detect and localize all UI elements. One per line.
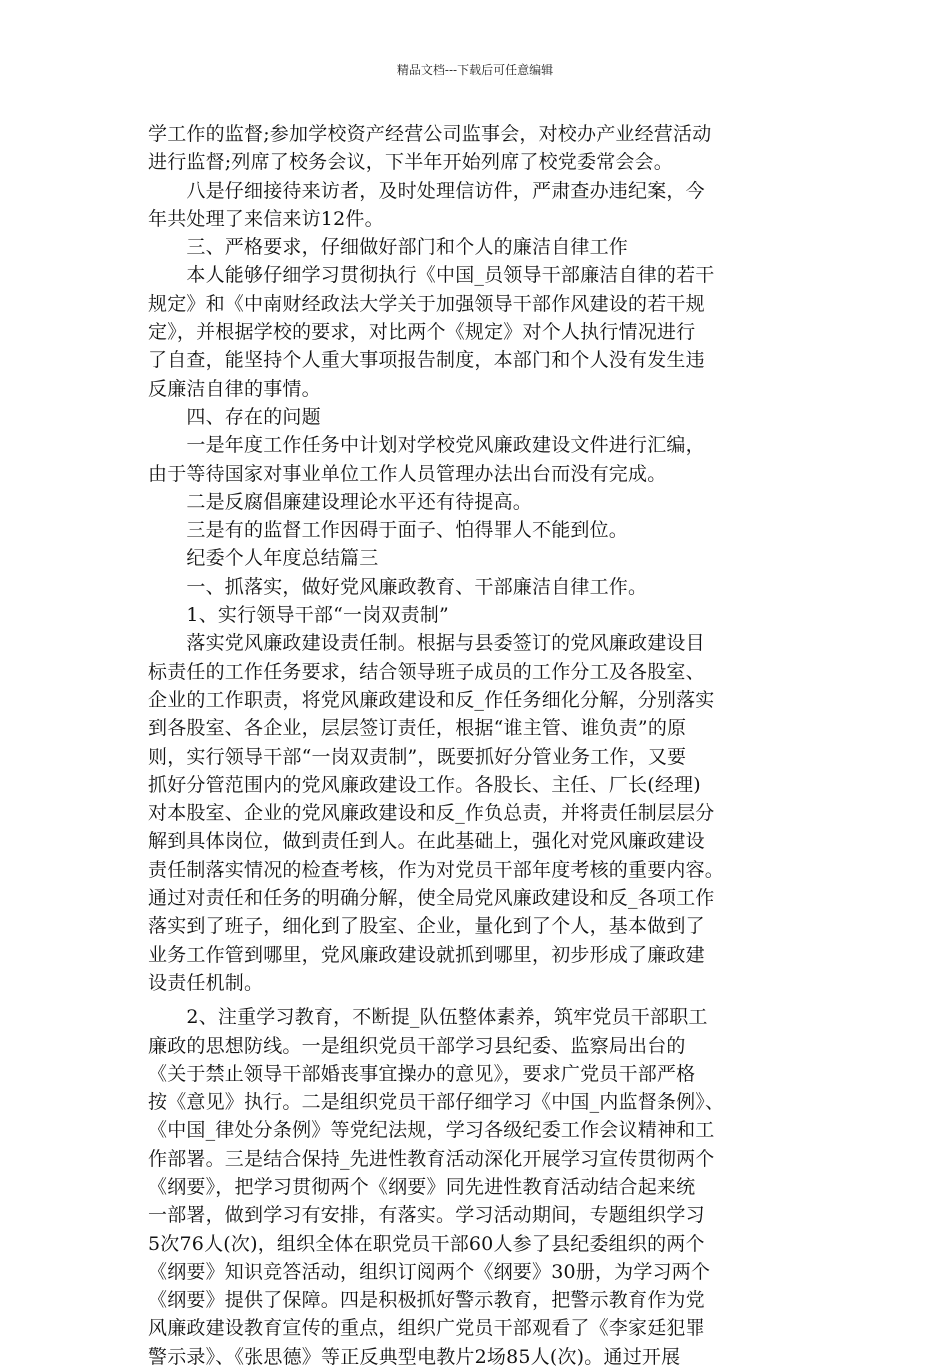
text-line: 抓好分管范围内的党风廉政建设工作。各股长、主任、厂长(经理) [148, 773, 701, 796]
text-line: 一是年度工作任务中计划对学校党风廉政建设文件进行汇编， [148, 434, 705, 457]
text-line: 责任制落实情况的检查考核，作为对党员干部年度考核的重要内容。 [148, 858, 725, 881]
text-line: 反廉洁自律的事情。 [148, 377, 321, 400]
paragraph [148, 261, 806, 402]
text-line: 按《意见》执行。二是组织党员干部仔细学习《中国_内监督条例》、 [148, 1091, 725, 1114]
paragraph [148, 629, 806, 997]
text-line: 警示录》、《张思德》等正反典型电教片2场85人(次)。通过开展 [148, 1345, 681, 1368]
text-line: 2、注重学习教育，不断提_队伍整体素养，筑牢党员干部职工 [148, 1006, 708, 1029]
paragraph [148, 120, 806, 177]
text-line: 业务工作管到哪里，党风廉政建设就抓到哪里，初步形成了廉政建 [148, 943, 705, 966]
document-body [148, 120, 806, 1371]
text-line: 三、严格要求，仔细做好部门和个人的廉洁自律工作 [148, 236, 629, 259]
paragraph [148, 516, 806, 544]
text-line: 定》，并根据学校的要求，对比两个《规定》对个人执行情况进行 [148, 321, 696, 344]
text-line: 《纲要》提供了保障。四是积极抓好警示教育，把警示教育作为党 [148, 1289, 705, 1312]
text-line: 《纲要》，把学习贯彻两个《纲要》同先进性教育活动结合起来统 [148, 1175, 696, 1198]
text-line: 学工作的监督;参加学校资产经营公司监事会，对校办产业经营活动 [148, 123, 712, 145]
text-line: 作部署。三是结合保持_先进性教育活动深化开展学习宣传贯彻两个 [148, 1147, 715, 1170]
text-line: 《纲要》知识竞答活动，组织订阅两个《纲要》30册，为学习两个 [148, 1260, 711, 1283]
paragraph [148, 544, 806, 572]
text-line: 则，实行领导干部“一岗双责制”，既要抓好分管业务工作，又要 [148, 745, 687, 768]
text-line: 八是仔细接待来访者，及时处理信访件，严肃查办违纪案，今 [148, 179, 705, 202]
page-header: 精品文档---下载后可任意编辑 [396, 63, 554, 77]
text-line: 由于等待国家对事业单位工作人员管理办法出台而没有完成。 [148, 462, 667, 485]
text-line: 四、存在的问题 [148, 405, 321, 428]
text-line: 三是有的监督工作因碍于面子、怕得罪人不能到位。 [148, 519, 629, 542]
text-line: 到各股室、各企业，层层签订责任，根据“谁主管、谁负责”的原 [148, 717, 687, 740]
paragraph [148, 233, 806, 261]
text-line: 落实党风廉政建设责任制。根据与县委签订的党风廉政建设目 [148, 632, 705, 655]
text-line: 一、抓落实，做好党风廉政教育、干部廉洁自律工作。 [148, 575, 648, 598]
text-line: 了自查，能坚持个人重大事项报告制度，本部门和个人没有发生违 [148, 349, 705, 372]
text-line: 对本股室、企业的党风廉政建设和反_作负总责，并将责任制层层分 [148, 802, 715, 825]
text-line: 落实到了班子，细化到了股室、企业，量化到了个人，基本做到了 [148, 915, 705, 938]
paragraph [148, 1003, 806, 1371]
text-line: 《中国_律处分条例》等党纪法规，学习各级纪委工作会议精神和工 [148, 1119, 715, 1142]
paragraph [148, 601, 806, 629]
text-line: 《关于禁止领导干部婚丧事宜操办的意见》，要求广党员干部严格 [148, 1062, 696, 1085]
text-line: 标责任的工作任务要求，结合领导班子成员的工作分工及各股室、 [148, 660, 705, 683]
paragraph [148, 488, 806, 516]
text-line: 设责任机制。 [148, 971, 264, 994]
text-line: 企业的工作职责，将党风廉政建设和反_作任务细化分解，分别落实 [148, 688, 715, 711]
text-line: 本人能够仔细学习贯彻执行《中国_员领导干部廉洁自律的若干 [148, 264, 715, 287]
text-line: 规定》和《中南财经政法大学关于加强领导干部作风建设的若干规 [148, 292, 705, 315]
text-line: 风廉政建设教育宣传的重点，组织广党员干部观看了《李家廷犯罪 [148, 1317, 705, 1340]
paragraph [148, 431, 806, 488]
text-line: 一部署，做到学习有安排，有落实。学习活动期间，专题组织学习 [148, 1204, 705, 1227]
paragraph [148, 403, 806, 431]
text-line: 进行监督;列席了校务会议，下半年开始列席了校党委常会会。 [148, 151, 674, 174]
text-line: 廉政的思想防线。一是组织党员干部学习县纪委、监察局出台的 [148, 1034, 686, 1057]
paragraph [148, 177, 806, 234]
text-line: 纪委个人年度总结篇三 [148, 547, 379, 570]
text-line: 解到具体岗位，做到责任到人。在此基础上，强化对党风廉政建设 [148, 830, 705, 853]
text-line: 二是反腐倡廉建设理论水平还有待提高。 [148, 490, 533, 513]
text-line: 年共处理了来信来访12件。 [148, 207, 384, 230]
text-line: 5次76人(次)，组织全体在职党员干部60人参了县纪委组织的两个 [148, 1232, 705, 1255]
text-line: 通过对责任和任务的明确分解，使全局党风廉政建设和反_各项工作 [148, 887, 715, 910]
text-line: 1、实行领导干部“一岗双责制” [148, 604, 449, 627]
paragraph [148, 573, 806, 601]
